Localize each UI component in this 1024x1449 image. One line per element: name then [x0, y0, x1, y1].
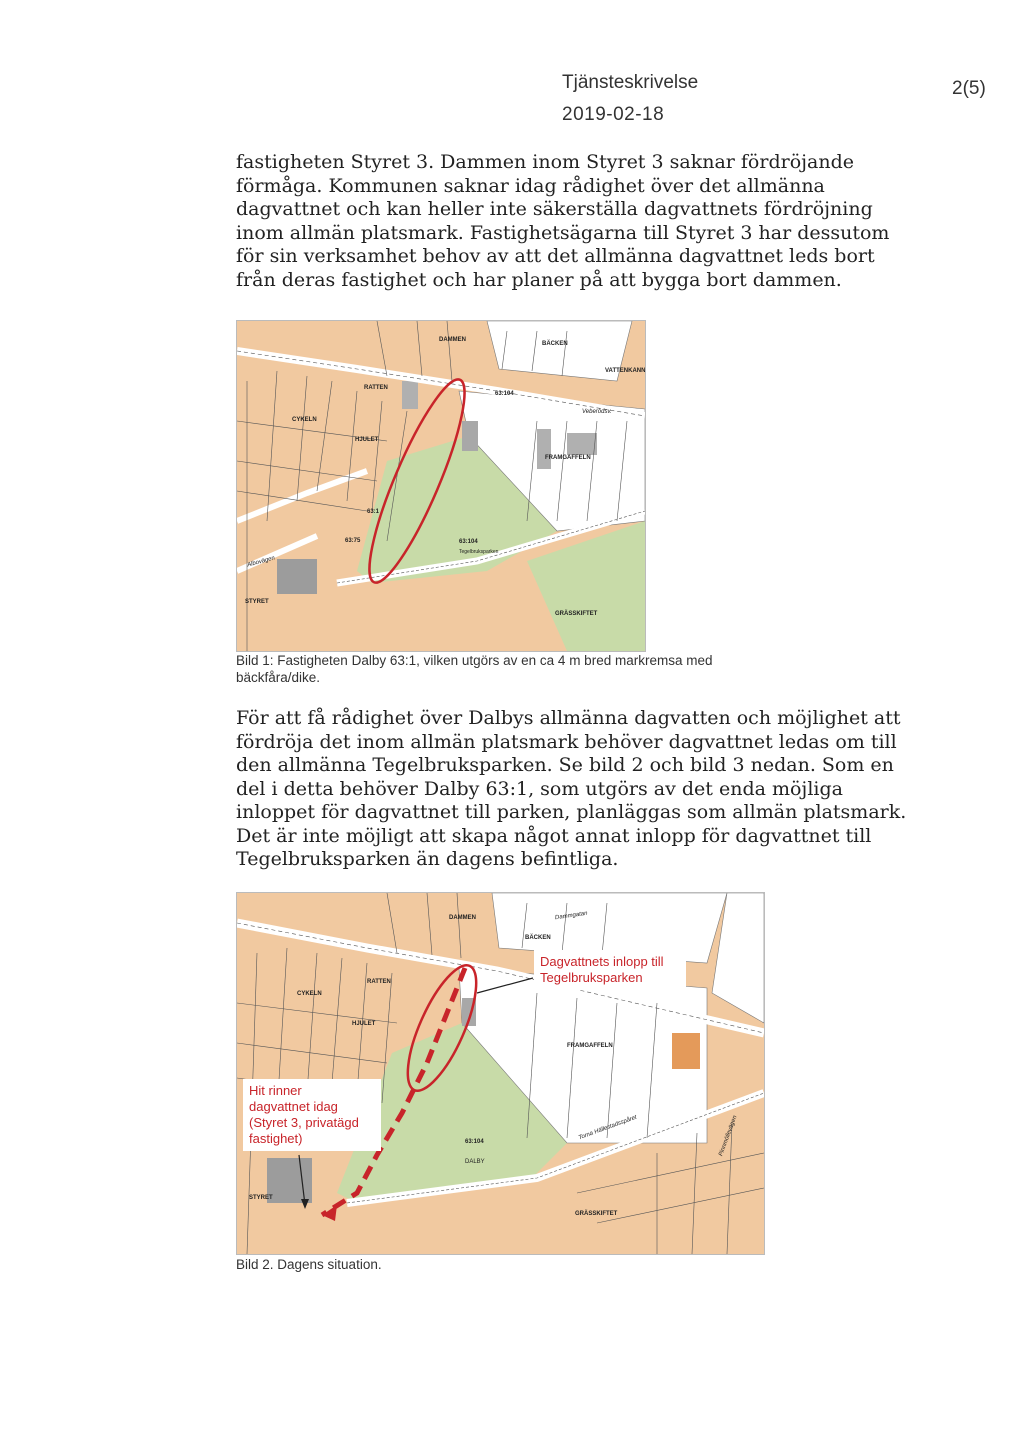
map-label: FRAMGAFFELN: [567, 1043, 613, 1049]
map-label: DAMMEN: [449, 915, 476, 921]
document-date: 2019-02-18: [562, 104, 665, 125]
callout-line: Tegelbruksparken: [540, 970, 643, 985]
map-label: Tegelbruksparken: [459, 549, 499, 555]
map-label: Torna Hällestadsspåret: [577, 1114, 638, 1142]
map-figure-2: [236, 892, 765, 1255]
paragraph-line: För att få rådighet över Dalbys allmänna dagvatten och möjlighet att: [236, 707, 901, 729]
figure-1-caption: [236, 652, 712, 686]
map-label: 63:104: [465, 1139, 484, 1145]
building: [567, 433, 597, 455]
map-label: STYRET: [249, 1195, 273, 1201]
building: [402, 381, 418, 409]
map-label: FRAMGAFFELN: [545, 455, 591, 461]
callout-line: fastighet): [249, 1131, 303, 1146]
paragraph-2: [236, 707, 906, 872]
caption-line: Bild 2. Dagens situation.: [236, 1257, 382, 1272]
map-label: 63:104: [495, 391, 514, 397]
paragraph-line: inom allmän platsmark. Fastighetsägarna till Styret 3 har dessutom: [236, 221, 890, 244]
paragraph-line: fördröja det inom allmän platsmark behöver dagvattnet ledas om till: [236, 730, 897, 753]
map-label: HJULET: [355, 437, 379, 443]
paragraph-line: del i detta behöver Dalby 63:1, som utgörs av det enda möjliga: [236, 777, 843, 800]
map-label: 63:1: [367, 509, 380, 515]
map-1-drawing: [237, 321, 645, 651]
paragraph-line: dagvattnet och kan heller inte säkerställa dagvattnets fördröjning: [236, 198, 873, 220]
map-label: RATTEN: [364, 385, 388, 391]
building: [267, 1158, 312, 1203]
map-label: BÄCKEN: [542, 341, 568, 347]
map-label: Veberödsv.: [582, 409, 612, 415]
paragraph-line: Det är inte möjligt att skapa något annat inlopp för dagvattnet till: [236, 824, 872, 847]
map-label: HJULET: [352, 1021, 376, 1027]
callout-current-flow: [243, 1079, 381, 1151]
paragraph-line: inloppet för dagvattnet till parken, planläggas som allmän platsmark.: [236, 801, 907, 823]
document-type: Tjänsteskrivelse: [562, 72, 699, 93]
paragraph-1: [236, 151, 889, 292]
callout-inlet: [534, 950, 686, 990]
map-label: 63:104: [459, 539, 478, 545]
map-label: RATTEN: [367, 979, 391, 985]
building: [537, 429, 551, 469]
map-label: Dammgatan: [554, 910, 588, 922]
map-label: Pinnmöllevägen: [718, 1114, 739, 1158]
building: [277, 559, 317, 594]
building: [462, 421, 478, 451]
map-label: DALBY: [465, 1159, 485, 1165]
map-label: VATTENKANN: [605, 368, 646, 374]
map-label: CYKELN: [292, 417, 317, 423]
paragraph-line: för sin verksamhet behov av att det allmänna dagvattnet leds bort: [236, 245, 875, 267]
map-label: GRÄSSKIFTET: [555, 611, 598, 617]
callout-line: Dagvattnets inlopp till: [540, 954, 664, 969]
paragraph-line: förmåga. Kommunen saknar idag rådighet över det allmänna: [236, 174, 825, 197]
callout-line: Hit rinner: [249, 1083, 302, 1098]
building: [672, 1033, 700, 1069]
page-number: 2(5): [952, 78, 986, 99]
pointer-arrowhead: [301, 1199, 309, 1209]
paragraph-line: Tegelbruksparken än dagens befintliga.: [236, 848, 619, 870]
paragraph-line: från deras fastighet och har planer på att bygga bort dammen.: [236, 268, 842, 291]
map-label: DAMMEN: [439, 337, 466, 343]
callout-line: (Styret 3, privatägd: [249, 1115, 359, 1130]
caption-line: Bild 1: Fastigheten Dalby 63:1, vilken utgörs av en ca 4 m bred markremsa med: [236, 653, 713, 668]
map-2-drawing: [237, 893, 764, 1254]
map-label: BÄCKEN: [525, 935, 551, 941]
figure-2-caption: [236, 1256, 382, 1273]
map-label: GRÄSSKIFTET: [575, 1211, 618, 1217]
map-figure-1: [236, 320, 646, 652]
callout-line: dagvattnet idag: [249, 1099, 338, 1114]
map-label: 63:75: [345, 538, 361, 544]
paragraph-line: fastigheten Styret 3. Dammen inom Styret 3 saknar fördröjande: [236, 151, 854, 173]
map-label: CYKELN: [297, 991, 322, 997]
paragraph-line: den allmänna Tegelbruksparken. Se bild 2 och bild 3 nedan. Som en: [236, 754, 894, 776]
map-label: STYRET: [245, 599, 269, 605]
map-label: Albovägen: [246, 555, 276, 569]
caption-line: bäckfåra/dike.: [236, 670, 321, 685]
